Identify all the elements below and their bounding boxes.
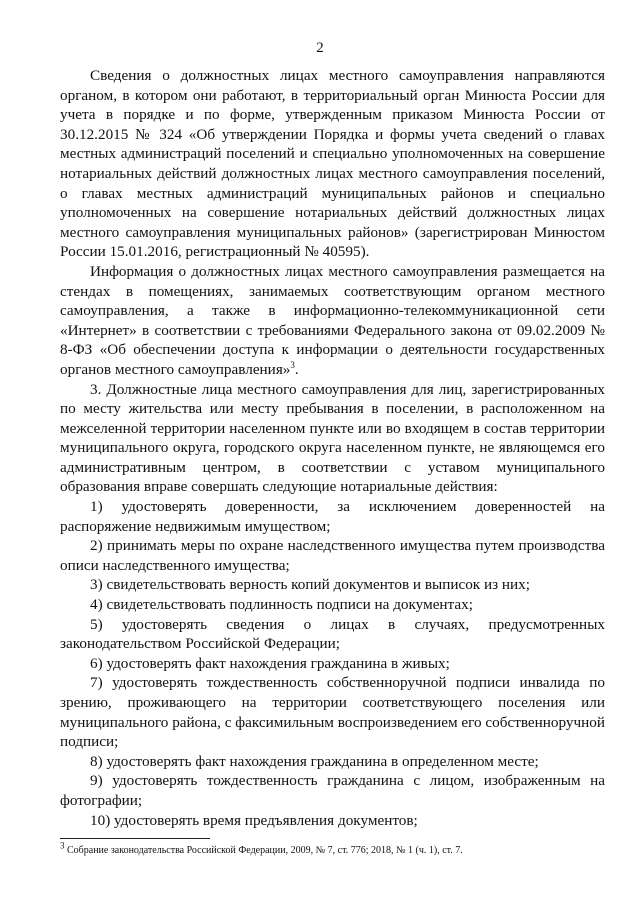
page-number: 2 [316,40,324,56]
footnote-number: 3 [60,840,65,851]
paragraph-information-end: . [294,360,299,378]
list-item: 5) удостоверять сведения о лицах в случаях, предусмотренных законодательством Российской Федерации; [60,615,605,653]
list-item: 8) удостоверять факт нахождения гражданина в определенном месте; [90,752,539,770]
list-item: 10) удостоверять время предъявления документов; [90,811,418,829]
list-item: 6) удостоверять факт нахождения гражданина в живых; [90,654,450,672]
list-item: 2) принимать меры по охране наследственного имущества путем производства описи наследственного имущества; [60,537,605,574]
footnote [60,840,605,857]
paragraph-information [60,262,605,380]
footnote-reference: 3 [290,359,295,370]
paragraph-section-3: 3. Должностные лица местного самоуправления для лиц, зарегистрированных по месту жительства или месту пребывания в поселении, в расположенном на межселенной территории населенном пункте или во входящем в состав территории муниципального округа, городского округа населенном пункте, не являющемся его административным центром, в соответствии с уставом муниципального образования вправе совершать следующие нотариальные действия: [60,380,605,496]
list-item: 4) свидетельствовать подлинность подписи на документах; [90,596,473,614]
paragraph-information-text: Информация о должностных лицах местного самоуправления размещается на стендах в помещениях, занимаемых соответствующим органом местного самоуправления, а также в информационно-телекоммуникационной сети «Интернет» в соответствии с требованиями Федерального закона от 09.02.2009 № 8-ФЗ «Об обеспечении доступа к информации о деятельности государственных органов местного самоуправления» [60,262,605,378]
list-item: 7) удостоверять тождественность собственноручной подписи инвалида по зрению, проживающего на территории соответствующего поселения или муниципального района, с факсимильным воспроизведением его собственноручной подписи; [60,674,605,751]
list-item: 9) удостоверять тождественность гражданина с лицом, изображенным на фотографии; [60,772,605,809]
paragraph-registration: Сведения о должностных лицах местного самоуправления направляются органом, в котором они работают, в территориальный орган Минюста России для учета в порядке и по форме, утвержденным приказом Минюста России от 30.12.2015 № 324 «Об утверждении Порядка и формы учета сведений о главах местных администраций поселений и специально уполномоченных на совершение нотариальных действий должностных лицах местного самоуправления поселений, о главах местных администраций муниципальных районов и специально уполномоченных на совершение нотариальных действий должностных лицах местного самоуправления муниципальных районов» (зарегистрирован Минюстом России 15.01.2016, регистрационный № 40595). [60,67,605,261]
list-item: 3) свидетельствовать верность копий документов и выписок из них; [90,576,530,594]
list-item: 1) удостоверять доверенности, за исключением доверенностей на распоряжение недвижимым имуществом; [60,498,605,535]
footnote-text: Собрание законодательства Российской Федерации, 2009, № 7, ст. 776; 2018, № 1 (ч. 1), ст. 7. [64,845,463,856]
footnote-divider [60,838,210,839]
body-text [60,66,605,830]
